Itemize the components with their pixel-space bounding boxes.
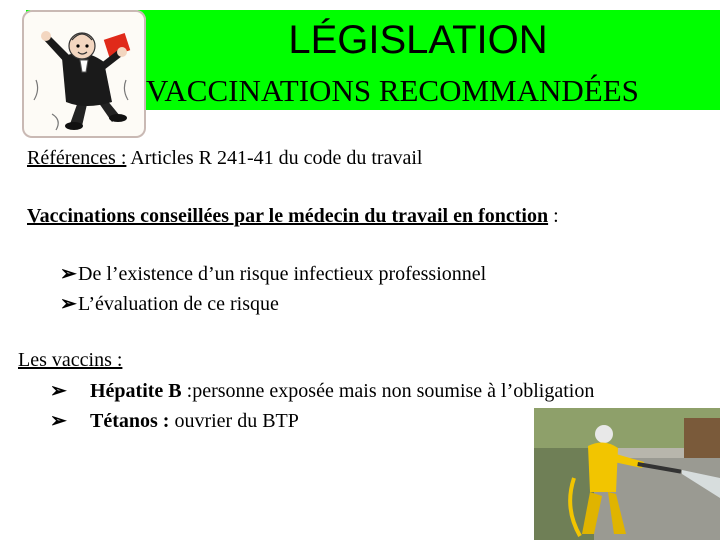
advice-label: Vaccinations conseillées par le médecin du travail en fonction bbox=[27, 205, 549, 227]
slide-title: LÉGISLATION bbox=[288, 18, 548, 62]
vaccine-detail: ouvrier du BTP bbox=[169, 410, 299, 432]
list-item bbox=[50, 406, 594, 436]
advice-line bbox=[27, 202, 559, 230]
worker-pressure-washing-photo bbox=[534, 408, 720, 540]
arrow-bullet-icon: ➢ bbox=[50, 380, 67, 402]
arrow-bullet-icon: ➢ bbox=[60, 263, 77, 285]
slide-subtitle: VACCINATIONS RECOMMANDÉES bbox=[146, 73, 639, 108]
references-text: Articles R 241-41 du code du travail bbox=[126, 147, 423, 169]
list-item: ➢De l’existence d’un risque infectieux professionnel bbox=[60, 259, 486, 289]
references-label: Références : bbox=[27, 147, 127, 169]
arrow-bullet-icon: ➢ bbox=[50, 410, 67, 432]
references-line bbox=[27, 144, 422, 172]
advice-suffix: : bbox=[548, 205, 559, 227]
criteria-list bbox=[60, 259, 486, 319]
vaccine-name: Hépatite B bbox=[90, 380, 182, 402]
cartoon-lawyer-illustration bbox=[22, 10, 146, 138]
vaccines-list bbox=[50, 376, 594, 436]
arrow-bullet-icon: ➢ bbox=[60, 293, 77, 315]
vaccine-name: Tétanos : bbox=[90, 410, 170, 432]
vaccines-heading: Les vaccins : bbox=[18, 349, 123, 371]
list-item bbox=[50, 376, 594, 406]
list-item: ➢L’évaluation de ce risque bbox=[60, 289, 486, 319]
vaccine-detail: :personne exposée mais non soumise à l’obligation bbox=[181, 380, 595, 402]
